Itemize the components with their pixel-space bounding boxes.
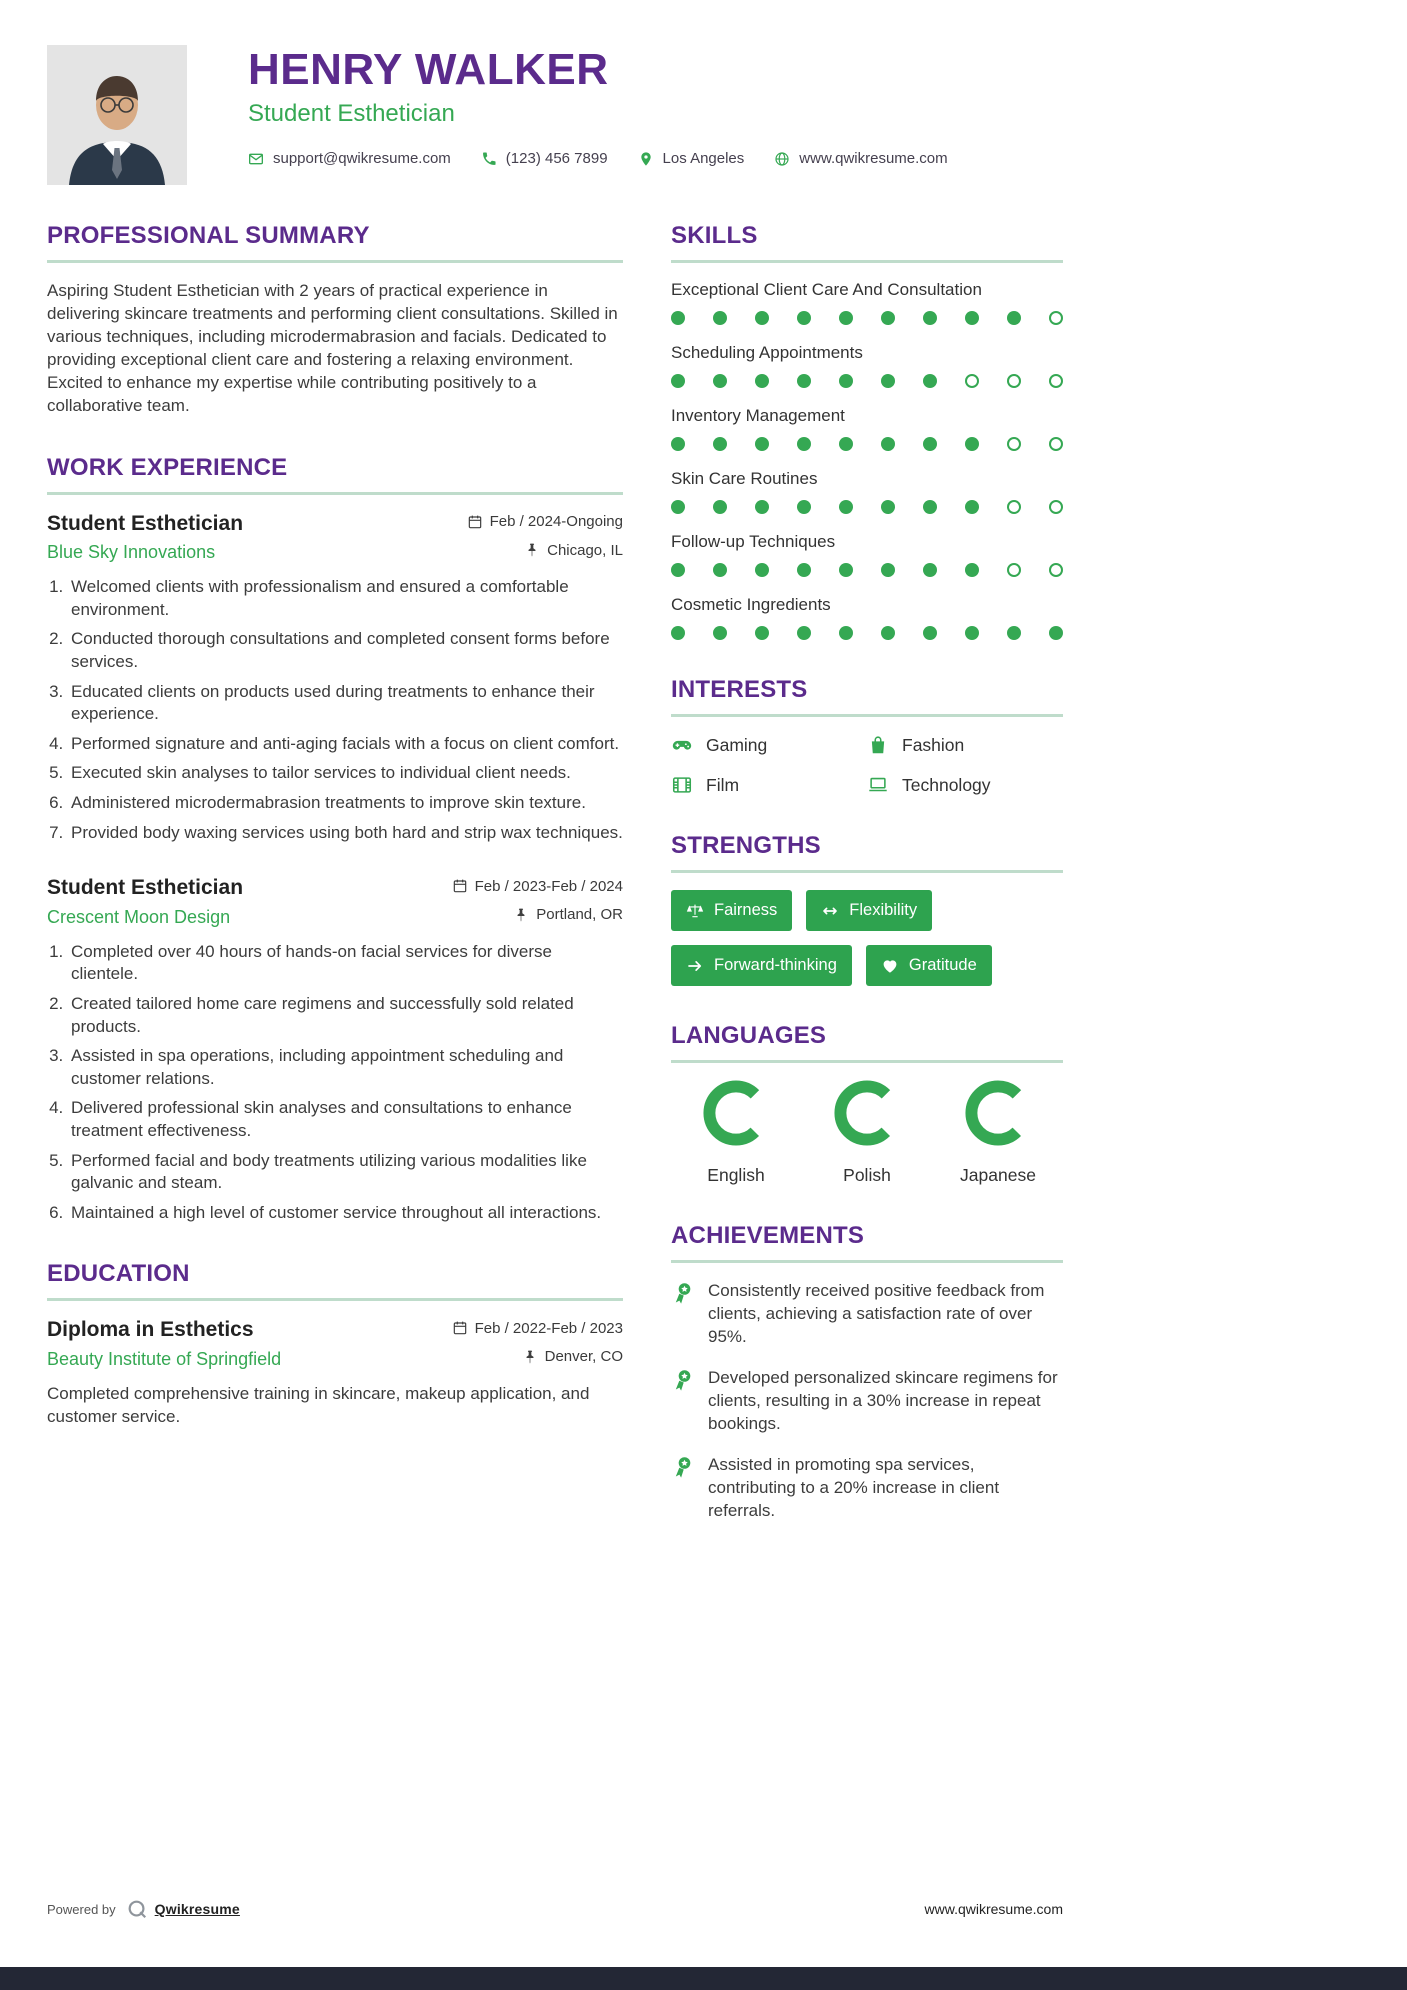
skill-item	[671, 595, 1063, 640]
skill-dot-filled	[713, 563, 727, 577]
interest-item	[867, 734, 1063, 756]
education-header	[47, 1318, 623, 1370]
skill-item	[671, 280, 1063, 325]
skill-name: Exceptional Client Care And Consultation	[671, 280, 982, 299]
contact-phone[interactable]	[481, 150, 608, 167]
skill-dot-filled	[713, 437, 727, 451]
job-bullet: 2. Created tailored home care regimens and successfully sold related products.	[68, 993, 623, 1038]
skill-dot-filled	[1007, 311, 1021, 325]
award-icon	[671, 1281, 695, 1305]
skill-name: Skin Care Routines	[671, 469, 818, 488]
right-column	[671, 222, 1063, 1558]
skill-dot-filled	[755, 626, 769, 640]
language-ring	[965, 1080, 1031, 1146]
achievement-text: Consistently received positive feedback from clients, achieving a satisfaction rate of over 95%.	[708, 1281, 1045, 1346]
job-bullet: 3. Educated clients on products used during treatments to enhance their experience.	[68, 681, 623, 726]
job-bullet: 1. Completed over 40 hours of hands-on facial services for diverse clientele.	[68, 941, 623, 986]
skill-dot-filled	[839, 500, 853, 514]
work-heading: WORK EXPERIENCE	[47, 454, 623, 495]
skill-dot-filled	[839, 563, 853, 577]
skill-dot-filled	[797, 374, 811, 388]
footer-website-link[interactable]: www.qwikresume.com	[924, 1901, 1063, 1917]
gamepad-icon	[671, 734, 693, 756]
job-entry	[47, 512, 623, 845]
skill-dot-filled	[671, 500, 685, 514]
skill-dot-filled	[923, 311, 937, 325]
calendar-icon	[467, 514, 483, 530]
interest-item	[867, 774, 1063, 796]
skill-dot-empty	[1049, 563, 1063, 577]
section-languages	[671, 1022, 1063, 1186]
skill-dot-filled	[881, 500, 895, 514]
contact-phone-text: (123) 456 7899	[505, 150, 608, 168]
achievement-item	[671, 1367, 1063, 1436]
education-degree: Diploma in Esthetics	[47, 1318, 254, 1342]
left-column	[47, 222, 623, 1558]
phone-icon	[481, 151, 497, 167]
skill-dot-empty	[1049, 311, 1063, 325]
section-education	[47, 1260, 623, 1428]
section-interests	[671, 676, 1063, 796]
interest-item	[671, 774, 867, 796]
skill-dot-filled	[839, 437, 853, 451]
skill-dot-filled	[755, 374, 769, 388]
skill-dot-filled	[881, 626, 895, 640]
job-bullet: 4. Delivered professional skin analyses and consultations to enhance treatment effectiveness.	[68, 1097, 623, 1142]
powered-by-label: Powered by	[47, 1901, 116, 1917]
interest-label: Film	[706, 774, 740, 795]
contact-website[interactable]	[774, 150, 947, 167]
job-dates-text: Feb / 2023-Feb / 2024	[474, 877, 623, 895]
job-location	[513, 906, 623, 923]
language-label: Japanese	[960, 1165, 1036, 1185]
education-heading: EDUCATION	[47, 1260, 623, 1301]
skill-dot-filled	[755, 500, 769, 514]
skill-dot-empty	[965, 374, 979, 388]
skill-dot-filled	[881, 563, 895, 577]
calendar-icon	[452, 1320, 468, 1336]
contact-email[interactable]	[248, 150, 451, 167]
strength-badge	[806, 890, 932, 931]
brand-link[interactable]	[126, 1898, 240, 1920]
skill-dot-filled	[671, 311, 685, 325]
interests-list	[671, 734, 1063, 796]
jobs-list	[47, 512, 623, 1225]
skill-dot-filled	[797, 311, 811, 325]
language-label: English	[707, 1165, 765, 1185]
skill-dot-filled	[923, 437, 937, 451]
education-school: Beauty Institute of Springfield	[47, 1348, 282, 1369]
language-ring	[703, 1080, 769, 1146]
achievement-item	[671, 1454, 1063, 1523]
skill-dot-filled	[671, 374, 685, 388]
skill-dot-filled	[881, 311, 895, 325]
skill-dot-filled	[671, 626, 685, 640]
skill-dot-filled	[881, 374, 895, 388]
summary-heading: PROFESSIONAL SUMMARY	[47, 222, 623, 263]
job-bullet: 6. Maintained a high level of customer service throughout all interactions.	[68, 1202, 623, 1225]
language-item	[939, 1080, 1057, 1186]
profile-photo-illustration	[47, 45, 187, 185]
skill-dot-filled	[839, 626, 853, 640]
skill-dot-filled	[965, 500, 979, 514]
job-bullet: 7. Provided body waxing services using both hard and strip wax techniques.	[68, 822, 623, 845]
interest-label: Fashion	[902, 734, 965, 755]
skill-name: Cosmetic Ingredients	[671, 595, 831, 614]
skill-dot-empty	[1049, 437, 1063, 451]
achievement-item	[671, 1280, 1063, 1349]
skill-dot-empty	[1007, 374, 1021, 388]
skill-dot-filled	[671, 437, 685, 451]
education-location-text: Denver, CO	[544, 1348, 623, 1366]
strength-badge	[671, 945, 852, 986]
skill-dot-empty	[1049, 500, 1063, 514]
skill-dot-filled	[797, 500, 811, 514]
mail-icon	[248, 151, 264, 167]
skill-dot-filled	[923, 626, 937, 640]
resume-page	[47, 45, 1063, 1558]
skill-item	[671, 406, 1063, 451]
skill-dot-filled	[713, 311, 727, 325]
skill-rating	[671, 374, 1063, 388]
skill-name: Inventory Management	[671, 406, 845, 425]
calendar-icon	[452, 878, 468, 894]
skill-dot-empty	[1049, 374, 1063, 388]
interest-label: Technology	[902, 774, 991, 795]
education-dates-text: Feb / 2022-Feb / 2023	[474, 1319, 623, 1337]
brand-name[interactable]: Qwikresume	[154, 1901, 240, 1917]
skill-dot-filled	[713, 626, 727, 640]
profile-photo	[47, 45, 187, 185]
job-dates-text: Feb / 2024-Ongoing	[489, 513, 623, 531]
interest-item	[671, 734, 867, 756]
skills-heading: SKILLS	[671, 222, 1063, 263]
contact-email-text: support@qwikresume.com	[273, 150, 451, 168]
skill-dot-empty	[1007, 563, 1021, 577]
job-header	[47, 876, 623, 928]
skill-name: Follow-up Techniques	[671, 532, 836, 551]
skill-rating	[671, 437, 1063, 451]
section-strengths	[671, 832, 1063, 986]
skill-dot-filled	[965, 626, 979, 640]
language-label: Polish	[843, 1165, 891, 1185]
job-title: Student Esthetician	[47, 876, 244, 900]
skill-dot-filled	[965, 563, 979, 577]
skill-name: Scheduling Appointments	[671, 343, 863, 362]
section-summary	[47, 222, 623, 418]
language-item	[677, 1080, 795, 1186]
job-bullet: 1. Welcomed clients with professionalism and ensured a comfortable environment.	[68, 576, 623, 621]
skill-dot-filled	[965, 437, 979, 451]
skill-dot-filled	[671, 563, 685, 577]
skill-dot-filled	[797, 563, 811, 577]
interests-heading: INTERESTS	[671, 676, 1063, 717]
job-company: Blue Sky Innovations	[47, 542, 216, 563]
achievement-text: Developed personalized skincare regimens for clients, resulting in a 30% increase in repeat bookings.	[708, 1367, 1058, 1433]
section-work-experience	[47, 454, 623, 1225]
skill-dot-filled	[923, 374, 937, 388]
skill-dot-empty	[1007, 437, 1021, 451]
skill-dot-filled	[797, 626, 811, 640]
strength-label: Gratitude	[908, 956, 977, 974]
strength-badge	[671, 890, 792, 931]
skill-dot-filled	[1049, 626, 1063, 640]
skill-dot-filled	[713, 374, 727, 388]
skill-item	[671, 532, 1063, 577]
strength-label: Forward-thinking	[714, 956, 837, 974]
job-bullet: 2. Conducted thorough consultations and completed consent forms before services.	[68, 628, 623, 673]
summary-text: Aspiring Student Esthetician with 2 years of practical experience in delivering skincare treatments and performing client consultations. Skilled in various techniques, including microdermabrasion and facials. Dedicated to providing exceptional client care and fostering a relaxing environment. Excited to enhance my expertise while contributing positively to a collaborative team.	[47, 281, 618, 415]
job-location	[524, 542, 623, 559]
skill-rating	[671, 500, 1063, 514]
right-arrow-icon	[686, 957, 704, 975]
achievements-list	[671, 1280, 1063, 1522]
achievements-heading: ACHIEVEMENTS	[671, 1222, 1063, 1263]
language-item	[808, 1080, 926, 1186]
job-location-text: Chicago, IL	[547, 541, 623, 559]
education-entry	[47, 1318, 623, 1428]
laptop-icon	[867, 774, 889, 796]
skill-rating	[671, 626, 1063, 640]
footer	[47, 1898, 1063, 1920]
globe-icon	[774, 151, 790, 167]
skill-dot-empty	[1007, 500, 1021, 514]
contact-website-text: www.qwikresume.com	[799, 150, 948, 168]
skill-rating	[671, 311, 1063, 325]
award-icon	[671, 1455, 695, 1479]
skill-dot-filled	[881, 437, 895, 451]
strength-label: Fairness	[714, 901, 778, 919]
pushpin-icon	[522, 1349, 538, 1365]
job-entry	[47, 876, 623, 1224]
job-company: Crescent Moon Design	[47, 906, 231, 927]
job-location-text: Portland, OR	[536, 906, 623, 924]
education-list	[47, 1318, 623, 1428]
skill-dot-filled	[755, 437, 769, 451]
job-bullet: 3. Assisted in spa operations, including appointment scheduling and customer relations.	[68, 1045, 623, 1090]
job-bullet: 4. Performed signature and anti-aging facials with a focus on client comfort.	[68, 733, 623, 756]
contact-location	[638, 150, 745, 167]
strength-badge	[866, 945, 992, 986]
skill-dot-filled	[965, 311, 979, 325]
left-right-arrow-icon	[821, 902, 839, 920]
skills-list	[671, 280, 1063, 640]
location-pin-icon	[638, 151, 654, 167]
header-text	[248, 45, 978, 167]
skill-dot-filled	[755, 563, 769, 577]
job-dates	[452, 878, 623, 895]
job-bullet: 6. Administered microdermabrasion treatments to improve skin texture.	[68, 792, 623, 815]
languages-list	[671, 1080, 1063, 1186]
education-description: Completed comprehensive training in skincare, makeup application, and customer service.	[47, 1383, 590, 1426]
job-title: Student Esthetician	[47, 511, 244, 535]
header	[47, 45, 1063, 185]
heart-icon	[881, 957, 899, 975]
strengths-list	[671, 890, 1063, 986]
education-location	[522, 1348, 623, 1365]
skill-dot-filled	[839, 374, 853, 388]
job-header	[47, 512, 623, 564]
candidate-title: Student Esthetician	[248, 100, 455, 128]
language-ring	[834, 1080, 900, 1146]
pushpin-icon	[513, 907, 529, 923]
languages-heading: LANGUAGES	[671, 1022, 1063, 1063]
job-dates	[467, 513, 623, 530]
job-bullet: 5. Executed skin analyses to tailor services to individual client needs.	[68, 762, 623, 785]
qwikresume-logo-icon	[126, 1898, 148, 1920]
award-icon	[671, 1368, 695, 1392]
shopping-bag-icon	[867, 734, 889, 756]
contact-location-text: Los Angeles	[662, 150, 745, 168]
bottom-accent-bar	[0, 1967, 1407, 1990]
contact-row	[248, 150, 978, 167]
film-icon	[671, 774, 693, 796]
section-skills	[671, 222, 1063, 640]
skill-dot-filled	[713, 500, 727, 514]
section-achievements	[671, 1222, 1063, 1522]
job-bullets	[47, 576, 623, 844]
pushpin-icon	[524, 542, 540, 558]
interest-label: Gaming	[706, 734, 768, 755]
scales-icon	[686, 902, 704, 920]
skill-dot-filled	[755, 311, 769, 325]
strengths-heading: STRENGTHS	[671, 832, 1063, 873]
skill-item	[671, 469, 1063, 514]
education-dates	[452, 1320, 623, 1337]
skill-dot-filled	[923, 500, 937, 514]
candidate-name: HENRY WALKER	[248, 45, 609, 94]
strength-label: Flexibility	[849, 901, 918, 919]
job-bullet: 5. Performed facial and body treatments utilizing various modalities like galvanic and steam.	[68, 1150, 623, 1195]
skill-dot-filled	[923, 563, 937, 577]
achievement-text: Assisted in promoting spa services, contributing to a 20% increase in client referrals.	[708, 1454, 1000, 1520]
skill-dot-filled	[797, 437, 811, 451]
skill-rating	[671, 563, 1063, 577]
job-bullets	[47, 941, 623, 1225]
skill-dot-filled	[1007, 626, 1021, 640]
skill-dot-filled	[839, 311, 853, 325]
skill-item	[671, 343, 1063, 388]
